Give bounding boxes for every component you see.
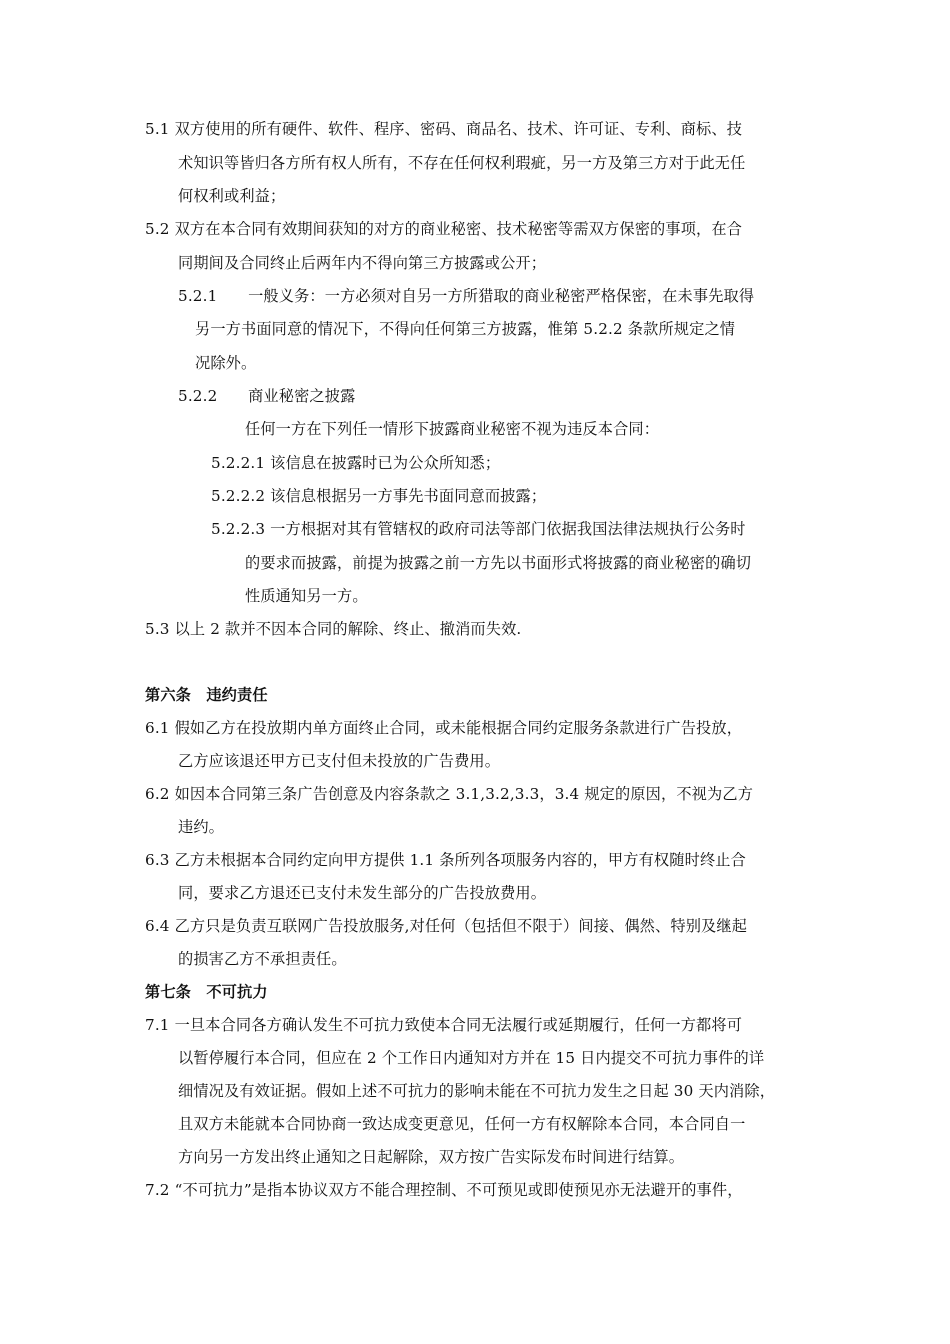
clause-5-2-line-2: 同期间及合同终止后两年内不得向第三方披露或公开； — [178, 254, 547, 272]
clause-7-2-line-1: 7.2 “不可抗力”是指本协议双方不能合理控制、不可预见或即使预见亦无法避开的事件， — [145, 1181, 743, 1199]
clause-6-3-line-1: 6.3 乙方未根据本合同约定向甲方提供 1.1 条所列各项服务内容的，甲方有权随时终止合 — [145, 851, 746, 869]
clause-5-3: 5.3 以上 2 款并不因本合同的解除、终止、撤消而失效. — [145, 620, 522, 638]
clause-7-1-line-2: 以暂停履行本合同，但应在 2 个工作日内通知对方并在 15 日内提交不可抗力事件的详 — [178, 1049, 765, 1067]
clause-5-1-line-3: 何权利或利益； — [178, 187, 286, 205]
clause-5-2-2-2: 5.2.2.2 该信息根据另一方事先书面同意而披露； — [211, 487, 547, 505]
section-6-heading: 第六条 违约责任 — [145, 686, 268, 704]
clause-6-2-line-1: 6.2 如因本合同第三条广告创意及内容条款之 3.1,3.2,3.3，3.4 规定的原因，不视为乙方 — [145, 785, 754, 803]
clause-5-2-2-intro: 任何一方在下列任一情形下披露商业秘密不视为违反本合同： — [245, 420, 660, 438]
clause-5-2-2-title: 5.2.2 商业秘密之披露 — [178, 387, 356, 405]
clause-6-3-line-2: 同，要求乙方退还已支付未发生部分的广告投放费用。 — [178, 884, 547, 902]
clause-5-2-2-3-line-3: 性质通知另一方。 — [245, 587, 368, 605]
clause-5-2-1-line-1: 5.2.1 一般义务：一方必须对自另一方所猎取的商业秘密严格保密，在未事先取得 — [178, 287, 755, 305]
clause-6-1-line-1: 6.1 假如乙方在投放期内单方面终止合同，或未能根据合同约定服务条款进行广告投放， — [145, 719, 743, 737]
section-7-heading: 第七条 不可抗力 — [145, 983, 268, 1001]
clause-5-2-1-line-3: 况除外。 — [195, 354, 257, 372]
clause-7-1-line-4: 且双方未能就本合同协商一致达成变更意见，任何一方有权解除本合同，本合同自一 — [178, 1115, 746, 1133]
clause-6-4-line-2: 的损害乙方不承担责任。 — [178, 950, 347, 968]
clause-5-1-line-1: 5.1 双方使用的所有硬件、软件、程序、密码、商品名、技术、许可证、专利、商标、技 — [145, 120, 743, 138]
clause-5-2-2-3-line-2: 的要求而披露，前提为披露之前一方先以书面形式将披露的商业秘密的确切 — [245, 554, 752, 572]
clause-6-2-line-2: 违约。 — [178, 818, 225, 836]
clause-5-2-line-1: 5.2 双方在本合同有效期间获知的对方的商业秘密、技术秘密等需双方保密的事项，在合 — [145, 220, 743, 238]
clause-7-1-line-1: 7.1 一旦本合同各方确认发生不可抗力致使本合同无法履行或延期履行，任何一方都将可 — [145, 1016, 743, 1034]
clause-5-2-2-3-line-1: 5.2.2.3 一方根据对其有管辖权的政府司法等部门依据我国法律法规执行公务时 — [211, 520, 746, 538]
clause-6-4-line-1: 6.4 乙方只是负责互联网广告投放服务,对任何（包括但不限于）间接、偶然、特别及继起 — [145, 917, 748, 935]
clause-5-1-line-2: 术知识等皆归各方所有权人所有，不存在任何权利瑕疵，另一方及第三方对于此无任 — [178, 154, 746, 172]
clause-7-1-line-5: 方向另一方发出终止通知之日起解除，双方按广告实际发布时间进行结算。 — [178, 1148, 685, 1166]
clause-5-2-2-1: 5.2.2.1 该信息在披露时已为公众所知悉； — [211, 454, 501, 472]
clause-5-2-1-line-2: 另一方书面同意的情况下，不得向任何第三方披露，惟第 5.2.2 条款所规定之情 — [195, 320, 736, 338]
clause-6-1-line-2: 乙方应该退还甲方已支付但未投放的广告费用。 — [178, 752, 501, 770]
clause-7-1-line-3: 细情况及有效证据。假如上述不可抗力的影响未能在不可抗力发生之日起 30 天内消除， — [178, 1082, 776, 1100]
